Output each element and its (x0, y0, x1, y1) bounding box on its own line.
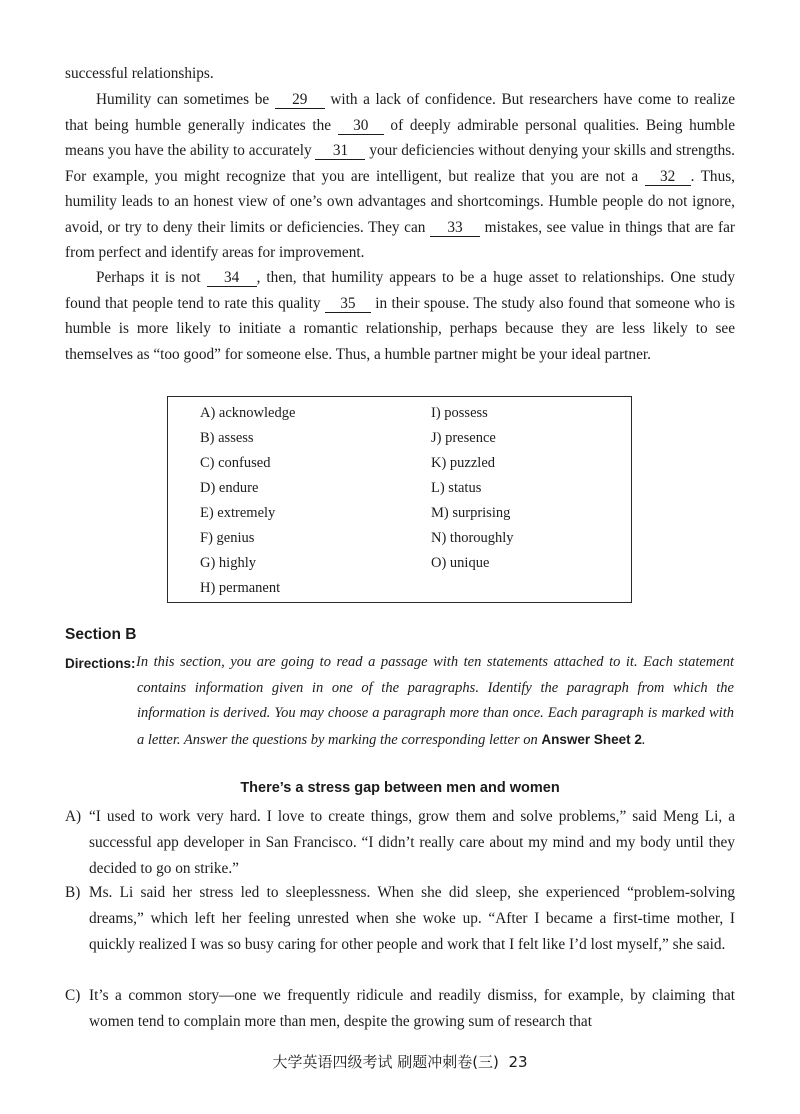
paragraph-a (65, 804, 735, 882)
paragraph-b (65, 880, 735, 958)
word-option[interactable]: C) confused (200, 455, 271, 471)
text-run: , then, that humility appears to be a huge asset to relationships. One study found that people tend to rate this quality (65, 269, 735, 312)
word-option[interactable]: I) possess (431, 405, 488, 421)
word-bank (167, 396, 632, 603)
blank-30[interactable]: 30 (338, 117, 384, 135)
footer-title: 大学英语四级考试 刷题冲刺卷(三) (272, 1053, 499, 1071)
word-option[interactable]: N) thoroughly (431, 530, 514, 546)
passage-paragraph-1 (65, 87, 735, 266)
word-option[interactable]: H) permanent (200, 580, 281, 596)
word-option[interactable]: F) genius (200, 530, 255, 546)
text-run: In this section, you are going to read a passage with ten statements attached to it. Each statement contains information given in one of the paragraphs. Identify the paragraph from which the information is derived. You may choose a paragraph more than once. Each paragraph is marked with a letter. Answer the questions by marking the corresponding letter on (136, 654, 734, 748)
text-run: your deficiencies without denying your skills and strengths. For example, you might recognize that you are intelligent, but realize that you are not a (65, 142, 736, 185)
paragraph-text: Ms. Li said her stress led to sleeplessness. When she did sleep, she experienced “problem-solving dreams,” which left her feeling unrested when she woke up. “After I became a first-time mother, I quickly realized I was so busy caring for other people and work that I felt like I’d lost myself,” she said. (89, 884, 735, 953)
answer-sheet-ref: Answer Sheet 2 (541, 731, 642, 747)
word-option[interactable]: A) acknowledge (200, 405, 296, 421)
paragraph-text: “I used to work very hard. I love to create things, grow them and solve problems,” said Meng Li, a successful app developer in San Francisco. “I didn’t really care about my mind and my body until they decided to go on strike.” (89, 808, 735, 877)
word-option[interactable]: O) unique (431, 555, 490, 571)
paragraph-c (65, 983, 735, 1035)
paragraph-label: B) (65, 884, 81, 901)
page-footer (0, 1051, 800, 1072)
word-option[interactable]: M) surprising (431, 505, 511, 521)
page-number: 23 (508, 1053, 528, 1071)
blank-33[interactable]: 33 (430, 219, 480, 237)
blank-29[interactable]: 29 (275, 91, 325, 109)
passage-paragraph-2 (65, 265, 735, 367)
word-option[interactable]: D) endure (200, 480, 259, 496)
text-run: . (641, 731, 646, 748)
word-option[interactable]: G) highly (200, 555, 256, 571)
blank-31[interactable]: 31 (315, 142, 365, 160)
blank-32[interactable]: 32 (645, 168, 691, 186)
text-run: mistakes, see value in things that are far from perfect and identify areas for improvement. (65, 218, 735, 261)
blank-35[interactable]: 35 (325, 295, 371, 313)
paragraph-label: A) (65, 808, 82, 825)
text-run: Humility can sometimes be (96, 91, 275, 108)
directions-text (137, 650, 734, 753)
paragraph-text: It’s a common story—one we frequently ridicule and readily dismiss, for example, by claiming that women tend to complain more than men, despite the growing sum of research that (89, 987, 735, 1030)
text-run: with a lack of confidence. But researchers have come to realize that being humble generally indicates the (65, 91, 735, 134)
opening-line: successful relationships. (65, 65, 214, 82)
word-option[interactable]: E) extremely (200, 505, 276, 521)
section-title: Section B (65, 626, 137, 643)
directions-label: Directions: (65, 656, 136, 671)
text-run: . Thus, humility leads to an honest view of one’s own advantages and shortcomings. Humble people do not ignore, avoid, or try to deny their limits or deficiencies. They can (65, 167, 735, 236)
passage-title: There’s a stress gap between men and women (240, 780, 560, 796)
text-run: in their spouse. The study also found that someone who is humble is more likely to initiate a romantic relationship, perhaps because they are less likely to see themselves as “too good” for someone else. Thus, a humble partner might be your ideal partner. (65, 294, 735, 363)
text-run: Perhaps it is not (96, 269, 207, 286)
paragraph-label: C) (65, 987, 81, 1004)
word-option[interactable]: J) presence (431, 430, 496, 446)
word-option[interactable]: B) assess (200, 430, 254, 446)
word-option[interactable]: L) status (431, 480, 482, 496)
word-option[interactable]: K) puzzled (431, 455, 496, 471)
blank-34[interactable]: 34 (207, 269, 257, 287)
text-run: of deeply admirable personal qualities. Being humble means you have the ability to accurately (65, 116, 735, 159)
